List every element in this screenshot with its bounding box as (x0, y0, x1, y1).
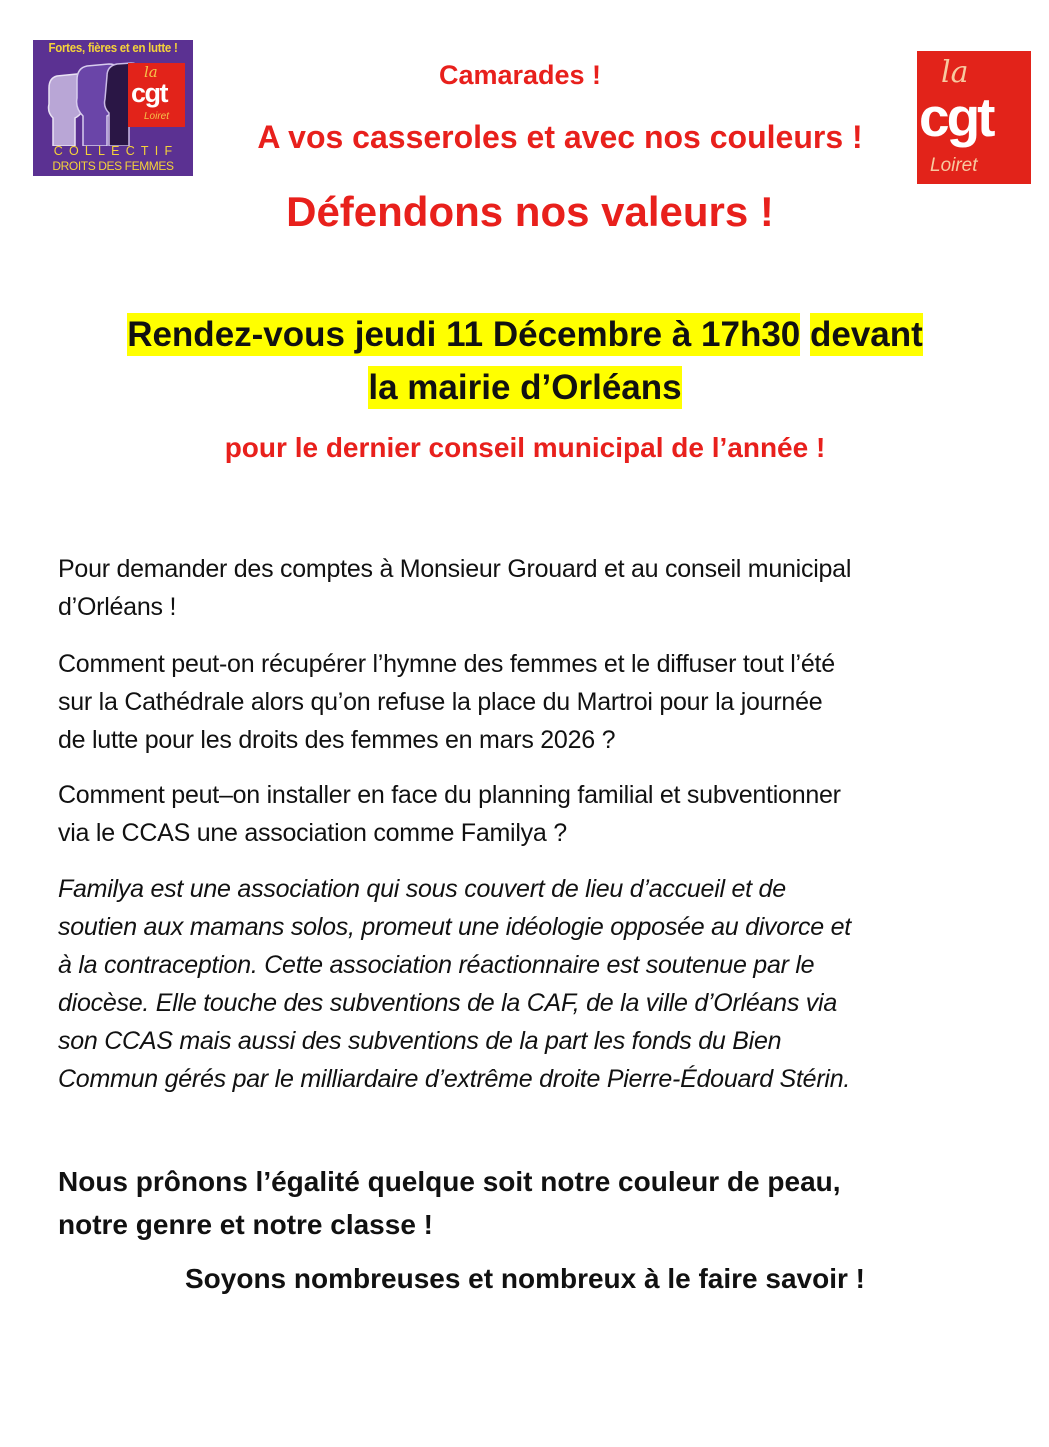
meeting-announcement (40, 308, 1010, 414)
paragraph-demand (58, 550, 1018, 626)
text-line: de lutte pour les droits des femmes en mars 2026 ? (58, 726, 616, 754)
call-heading: A vos casseroles et avec nos couleurs ! (257, 119, 863, 155)
collectif-droits-des-femmes-logo (33, 40, 193, 176)
text-line: soutien aux mamans solos, promeut une idéologie opposée au divorce et (58, 913, 851, 941)
cgt-loiret-logo (917, 51, 1031, 184)
meeting-devant: devant (810, 315, 923, 354)
logo-cgt-text: cgt (131, 78, 167, 108)
logo-collectif-text: COLLECTIF (53, 144, 179, 158)
text-line: via le CCAS une association comme Familya ? (58, 819, 567, 847)
final-call: Soyons nombreuses et nombreux à le faire savoir ! (185, 1263, 865, 1294)
logo-la-text: la (941, 55, 969, 90)
logo-slogan: Fortes, fières et en lutte ! (48, 41, 178, 55)
text-line: diocèse. Elle touche des subventions de la CAF, de la ville d’Orléans via (58, 989, 837, 1017)
text-line: sur la Cathédrale alors qu’on refuse la place du Martroi pour la journée (58, 688, 823, 716)
meeting-occasion: pour le dernier conseil municipal de l’année ! (224, 432, 826, 463)
greeting-heading: Camarades ! (438, 60, 602, 90)
paragraph-planning (58, 776, 1018, 852)
text-line: Nous prônons l’égalité quelque soit notre couleur de peau, (58, 1166, 841, 1197)
raised-fists-icon (39, 58, 139, 146)
paragraph-hymne (58, 645, 1018, 759)
logo-loiret-text: Loiret (930, 155, 978, 176)
text-line: Comment peut–on installer en face du planning familial et subventionner (58, 781, 841, 809)
text-line: Comment peut-on récupérer l’hymne des femmes et le diffuser tout l’été (58, 650, 835, 678)
text-line: d’Orléans ! (58, 593, 177, 621)
cgt-mini-logo (128, 63, 185, 127)
meeting-location: la mairie d’Orléans (368, 368, 682, 407)
text-line: Pour demander des comptes à Monsieur Grouard et au conseil municipal (58, 555, 852, 583)
logo-loiret-text: Loiret (144, 111, 170, 122)
slogan-heading: Défendons nos valeurs ! (286, 188, 774, 235)
meeting-date-time: Rendez-vous jeudi 11 Décembre à 17h30 (127, 315, 801, 354)
text-line: notre genre et notre classe ! (58, 1209, 434, 1240)
text-line: Commun gérés par le milliardaire d’extrême droite Pierre-Édouard Stérin. (58, 1065, 851, 1093)
text-line: Familya est une association qui sous couvert de lieu d’accueil et de (58, 875, 786, 903)
logo-droits-text: DROITS DES FEMMES (52, 159, 174, 173)
closing-statement (58, 1160, 1018, 1246)
paragraph-familya (58, 870, 1018, 1098)
logo-la-text: la (144, 63, 158, 81)
logo-cgt-text: cgt (919, 86, 993, 148)
text-line: son CCAS mais aussi des subventions de la part les fonds du Bien (58, 1027, 782, 1055)
text-line: à la contraception. Cette association réactionnaire est soutenue par le (58, 951, 815, 979)
